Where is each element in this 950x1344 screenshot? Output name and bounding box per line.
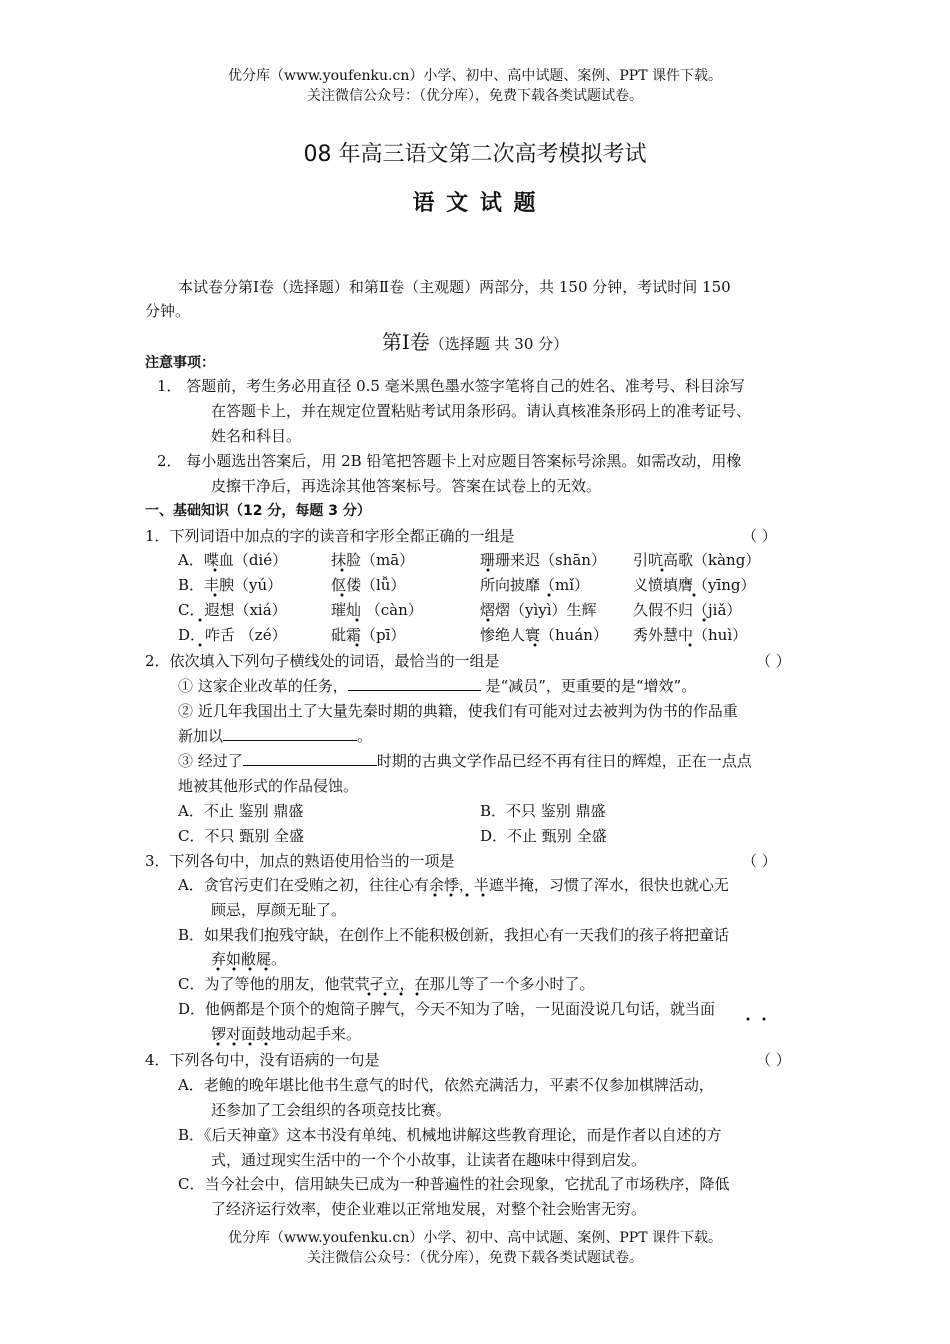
q1-row-b-col3: 所向披靡（mǐ） (480, 576, 590, 594)
part1-heading-main: 第Ⅰ卷 (381, 330, 430, 354)
q1-row-c-col2: 璀灿 （càn） (331, 601, 423, 619)
q4-answer-paren: （ ） (756, 1051, 791, 1069)
exam-title: 08 年高三语文第二次高考模拟考试 (303, 142, 647, 167)
emphasis-dot (356, 644, 359, 647)
q3-option-d-line-2: 锣对面鼓地动起手来。 (211, 1025, 362, 1043)
q2-sentence-1 (178, 675, 696, 696)
emphasis-dot (214, 569, 217, 572)
note-2-line-1: 2． 每小题选出答案后，用 2B 铅笔把答题卡上对应题目答案标号涂黑。如需改动，用橡 (157, 452, 742, 470)
q2-s1-part-a: ① 这家企业改革的任务， (178, 677, 348, 695)
q1-row-b-col4: 义愤填膺（yīng） (633, 576, 756, 594)
q4-option-a-line-1: A．老鲍的晚年堪比他书生意气的时代，依然充满活力，平素不仅参加棋牌活动， (178, 1076, 714, 1094)
emphasis-dot (747, 1018, 750, 1021)
exam-subtitle: 语 文 试 题 (412, 191, 538, 216)
footer-line-2: 关注微信公众号：（优分库），免费下载各类试题试卷。 (307, 1250, 643, 1266)
part1-heading-note: （选择题 共 30 分） (429, 335, 569, 353)
q1-row-b-col2: 伛偻（lǚ） (331, 576, 406, 594)
q2-sentence-2-line-2 (178, 725, 372, 746)
q3-answer-paren: （ ） (742, 852, 777, 870)
q4-option-c-line-1: C．当今社会中，信用缺失已成为一种普遍性的社会现象，它扰乱了市场秩序，降低 (178, 1175, 730, 1193)
header-line-2: 关注微信公众号：（优分库），免费下载各类试题试卷。 (307, 88, 643, 104)
q2-option-b: B．不只 鉴别 鼎盛 (480, 802, 606, 820)
q3-option-a-line-1: A．贪官污吏们在受贿之初，往往心有余悸，半遮半掩，习惯了浑水，很快也就心无 (178, 876, 729, 894)
q3-option-a-line-2: 顾忌，厚颜无耻了。 (211, 901, 347, 919)
q2-blank-2 (223, 726, 357, 741)
q2-blank-3 (243, 751, 377, 766)
emphasis-dot (693, 594, 696, 597)
q1-answer-paren: （ ） (742, 527, 777, 545)
emphasis-dot (487, 569, 490, 572)
emphasis-dot (341, 569, 344, 572)
emphasis-dot (356, 619, 359, 622)
q1-row-d-col3: 惨绝人寰（huán） (480, 626, 608, 644)
q2-option-a: A．不止 鉴别 鼎盛 (178, 802, 304, 820)
q2-s2-part-b: 新加以 (178, 727, 224, 745)
q1-row-a-col2: 抹脸（mā） (331, 551, 415, 569)
q1-row-a-col4: 引吭高歌（kàng） (633, 551, 761, 569)
q4-option-a-line-2: 还参加了工会组织的各项竞技比赛。 (211, 1101, 452, 1119)
emphasis-dot (689, 644, 692, 647)
note-1-line-1: 1． 答题前，考生务必用直径 0.5 毫米黑色墨水签字笔将自己的姓名、准考号、科目涂写 (157, 377, 745, 395)
emphasis-dot (763, 1018, 766, 1021)
emphasis-dot (199, 619, 202, 622)
q2-sentence-2-line-1: ② 近几年我国出土了大量先秦时期的典籍，使我们有可能对过去被判为伪书的作品重 (178, 702, 738, 720)
q1-row-d-col4: 秀外慧中（huì） (633, 626, 748, 644)
header-line-1: 优分库（www.youfenku.cn）小学、初中、高中试题、案例、PPT 课件下载。 (227, 68, 722, 84)
q1-stem: 1．下列词语中加点的字的读音和字形全都正确的一组是 (145, 527, 515, 545)
q1-row-c-col1: C．遐想（xiá） (178, 601, 287, 619)
q1-row-b-col1: B．丰腴（yú） (178, 576, 283, 594)
q2-s1-part-b: 是“减员”，更重要的是“增效”。 (480, 677, 697, 695)
q2-s2-part-c: 。 (357, 727, 373, 745)
emphasis-dot (341, 594, 344, 597)
note-2-line-2: 皮擦干净后，再选涂其他答案标号。答案在试卷上的无效。 (211, 477, 602, 495)
q2-blank-1 (348, 676, 481, 691)
q1-row-d-col1: D．咋舌 （zé） (178, 626, 287, 644)
q1-row-c-col4: 久假不归（jiǎ） (633, 601, 742, 619)
q2-s3-part-b: 时期的古典文学作品已经不再有往日的辉煌，正在一点点 (376, 752, 752, 770)
q2-answer-paren: （ ） (756, 652, 791, 670)
q4-option-b-line-2: 式，通过现实生活中的一个个小故事，让读者在趣味中得到启发。 (211, 1151, 647, 1169)
q4-option-b-line-1: B．《后天神童》这本书没有单纯、机械地讲解这些教育理论，而是作者以自述的方 (178, 1126, 722, 1144)
q2-sentence-3-line-2: 地被其他形式的作品侵蚀。 (178, 777, 359, 795)
q3-option-b-line-1: B．如果我们抱残守缺，在创作上不能积极创新，我担心有一天我们的孩子将把童话 (178, 926, 730, 944)
q1-row-a-col1: A．喋血（dié） (178, 551, 288, 569)
q4-stem: 4．下列各句中，没有语病的一句是 (145, 1051, 380, 1069)
q3-option-c: C．为了等他的朋友，他茕茕孑立，在那儿等了一个多小时了。 (178, 975, 595, 993)
q1-row-d-col2: 砒霜（pī） (331, 626, 406, 644)
q2-option-d: D．不止 甄别 全盛 (480, 827, 607, 845)
emphasis-dot (661, 569, 664, 572)
q3-option-b-line-2: 弃如敝屣。 (211, 950, 287, 968)
emphasis-dot (548, 594, 551, 597)
footer-line-1: 优分库（www.youfenku.cn）小学、初中、高中试题、案例、PPT 课件下载。 (227, 1230, 722, 1246)
q4-option-c-line-2: 了经济运行效率，使企业难以正常地发展，对整个社会贻害无穷。 (211, 1200, 647, 1218)
note-1-line-2: 在答题卡上，并在规定位置粘贴考试用条形码。请认真核准条形码上的准考证号、 (211, 402, 752, 420)
emphasis-dot (534, 644, 537, 647)
intro-line-2: 分钟。 (145, 302, 191, 320)
q2-stem: 2．依次填入下列句子横线处的词语，最恰当的一组是 (145, 652, 500, 670)
q3-stem: 3．下列各句中，加点的熟语使用恰当的一项是 (145, 852, 455, 870)
note-1-line-3: 姓名和科目。 (211, 427, 302, 445)
emphasis-dot (214, 594, 217, 597)
q3-option-d-line-1: D．他俩都是个顶个的炮筒子脾气，今天不知为了啥，一见面没说几句话，就当面 (178, 1000, 716, 1018)
emphasis-dot (199, 644, 202, 647)
q1-row-c-col3: 熠熠（yìyì）生辉 (480, 601, 597, 619)
intro-line-1: 本试卷分第Ⅰ卷（选择题）和第Ⅱ卷（主观题）两部分，共 150 分钟，考试时间 150 (178, 278, 731, 296)
section1-heading: 一、基础知识（12 分，每题 3 分） (145, 503, 371, 519)
emphasis-dot (487, 619, 490, 622)
q2-sentence-3-line-1 (178, 750, 752, 771)
emphasis-dot (703, 619, 706, 622)
q1-row-a-col3: 珊珊来迟（shān） (480, 551, 606, 569)
notes-title: 注意事项： (145, 355, 215, 371)
q2-s3-part-a: ③ 经过了 (178, 752, 243, 770)
q2-option-c: C．不只 甄别 全盛 (178, 827, 305, 845)
